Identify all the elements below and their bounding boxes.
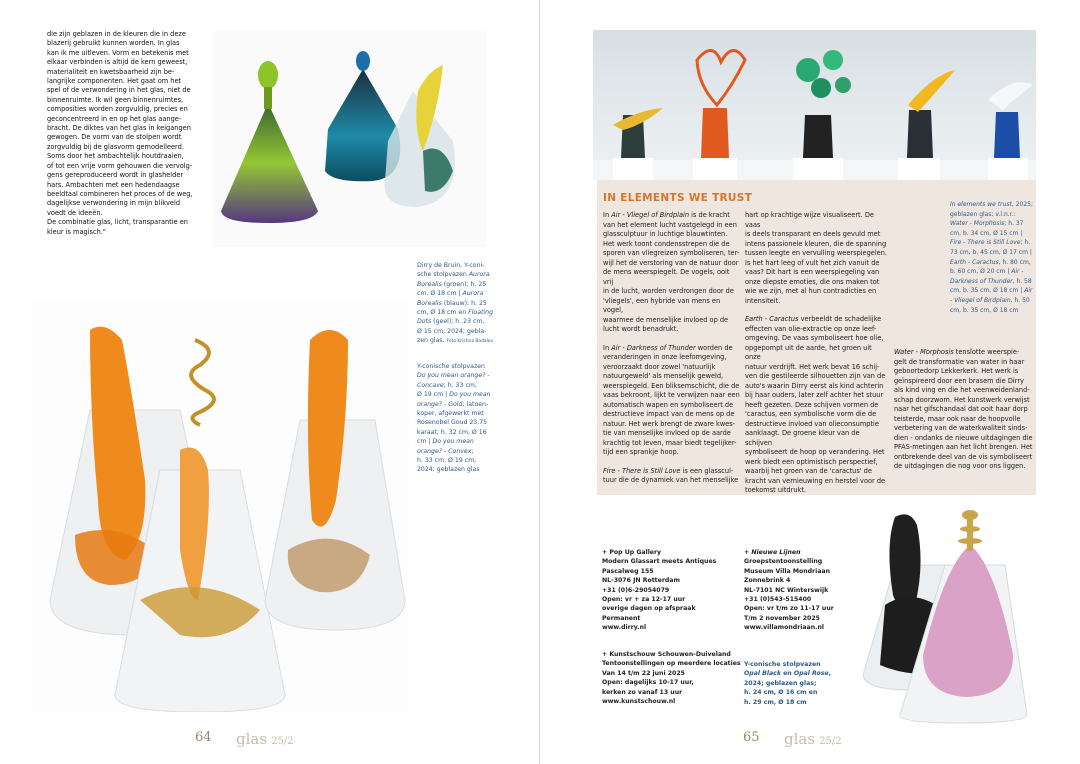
caption-text: cm, b. 34 cm, Ø 15 cm | xyxy=(950,229,1023,237)
artwork-title: Air - Vliegel of Birdplain xyxy=(611,211,690,219)
photo-do-you-mean-orange xyxy=(30,300,410,712)
caption-title: orange? - Convex xyxy=(417,447,472,455)
caption-title: Dots xyxy=(417,318,432,326)
caption-text: h. 33 cm, Ø 19 cm; xyxy=(417,457,477,465)
photo-opal-vases xyxy=(855,505,1030,725)
caption-text: cm, Ø 18 cm | xyxy=(417,290,463,298)
caption-text: Y-conische stolpvazen xyxy=(744,661,821,668)
body-text: is de kracht van het element lucht vastgelegd in een glassculptuur in luchtige blauwtinten. Het werk toont condensstrepen die de sporen van vliegreizen symboliseren, ter- wijl het de verstoring van de natuur door de mens weerspiegelt. De vogels, ooit vrij in de lucht, worden verdrongen door de 'vliegels', een hybride van mens en vogel, waarmee de menselijke invloed op de lucht wordt benadrukt. xyxy=(603,211,740,333)
issue-number: 25/2 xyxy=(819,736,842,747)
magazine-logo xyxy=(784,730,842,748)
body-text: tenslotte weerspie- gelt de transformatie van water in haar geboortedorp Lekkerkerk. Het werk is geïnspireerd door een brasem die Dirry als kind ving en die het veenweidenland- schap doorzwom. Het kunstwerk verwijst naar het gifschandaal dat ooit haar dorp teisterde, maar ook naar de hoopvolle verbetering van de waterkwaliteit sinds- dien - ondanks de nieuwe uitdagingen die PFAS-metingen aan het licht brengen. Het ontbrekende deel van de vis symboliseert de uitdagingen die nog voor ons liggen. xyxy=(894,348,1033,470)
caption-text: ; h. 33 cm, xyxy=(443,381,477,389)
caption-text: , xyxy=(828,670,831,678)
body-text: hart op krachtige wijze visualiseert. De vaas is deels transparant en deels gevuld met intens passionele kleuren, die de spanning tussen leegte en vervulling weerspiegelen. Is het hart leeg of vult het zich vanuit de vaas? Dit hart is een weerspiegeling van onze diepste emoties, die ons maken tot wie we zijn, met al hun contradicties en intensiteit. xyxy=(745,211,888,305)
caption-text: karaat; h. 32 cm, Ø 16 xyxy=(417,428,487,436)
page-number: 65 xyxy=(743,730,760,745)
caption-text: b. 60 cm, Ø 20 cm | xyxy=(950,268,1012,276)
caption-do-you-mean-orange xyxy=(417,362,497,475)
caption-text: cm, b. 35 cm, Ø 18 cm xyxy=(950,306,1019,314)
caption-title: - Vliegel of Birdplain xyxy=(950,296,1011,304)
caption-text: h. 24 cm, Ø 16 cm en xyxy=(744,689,818,697)
caption-text: Rosenobel Goud 23,75 xyxy=(417,419,488,427)
article-column-3 xyxy=(894,348,1036,481)
caption-text: Ø 15 cm; 2024; gebla- xyxy=(417,327,487,335)
logo-wordmark: glas xyxy=(236,730,268,748)
caption-title: Fire - There is Still Love xyxy=(950,239,1021,247)
caption-text: ; h. 37 xyxy=(1004,220,1024,228)
caption-text: ; latoen- xyxy=(462,400,489,408)
body-text: worden de veranderingen in onze leefomgeving, veroorzaakt door zowel 'natuurlijk natuurgeweld' als menselijk geweld, weerspiegeld. Een bliksemschicht, die de vaas bekroont, lijkt te verwijzen naar een automatisch wapen en symboliseert de destructieve impact van de mens op de natuur. Het werk brengt de zware kwes- tie van menselijke invloed op de aarde krachtig tot leven, maar biedt tegelijker- tijd een sprankje hoop. xyxy=(603,343,740,456)
caption-text: , h. 80 cm, xyxy=(998,258,1031,266)
caption-text: sche stolpvazen xyxy=(417,271,469,279)
caption-title: orange? - Gold xyxy=(417,400,463,408)
caption-text: (groen); h. 25 xyxy=(441,280,487,288)
exhibition-details: Groepstentoonstelling Museum Villa Mondriaan Zonnebrink 4 NL-7101 NC Winterswijk +31 (0)543-515400 Open: vr t/m zo 11-17 uur T/m 2 november 2025 www.villamondriaan.nl xyxy=(744,558,834,632)
artwork-title: Earth - Caractus xyxy=(745,315,799,323)
caption-text: h. 29 cm, Ø 18 cm xyxy=(744,698,807,706)
body-text: In xyxy=(603,211,612,219)
caption-text: koper, afgewerkt met xyxy=(417,410,484,418)
caption-title: Air - xyxy=(1011,268,1024,276)
caption-text: geblazen glas; v.l.n.r.: xyxy=(950,210,1016,218)
opal-vases-illustration xyxy=(855,505,1030,725)
artwork-title: Fire - There is Still Love xyxy=(603,466,681,475)
issue-number: 25/2 xyxy=(271,736,294,747)
exhibition-title: + Nieuwe Lijnen xyxy=(744,549,801,556)
caption-title: Air xyxy=(1024,287,1033,295)
article-heading: IN ELEMENTS WE TRUST xyxy=(603,192,753,204)
caption-title: Aurora xyxy=(462,290,484,298)
caption-text: Ø 19 cm | xyxy=(417,391,450,399)
article-column-2 xyxy=(745,211,887,505)
caption-title: Borealis xyxy=(417,280,442,288)
caption-text: Dirry de Bruin, Y-coni- xyxy=(417,262,485,269)
body-text: is een glasscul- tuur die de dynamiek van het menselijke xyxy=(603,466,739,484)
caption-text: ; xyxy=(471,447,474,455)
caption-text: , h. 50 xyxy=(1010,296,1030,304)
artwork-title: Water - Morphosis xyxy=(894,348,954,356)
right-page xyxy=(540,0,1080,764)
caption-text: 2024; geblazen glas xyxy=(417,466,480,474)
caption-title: Aurora xyxy=(468,271,490,279)
caption-text: cm, b. 35 cm, Ø 18 cm | xyxy=(950,287,1025,295)
caption-title: Do you mean orange? - xyxy=(417,372,490,380)
caption-title: Concave xyxy=(417,381,444,389)
logo-wordmark: glas xyxy=(784,730,816,748)
caption-text: zen glas. xyxy=(417,337,447,345)
caption-title: Do you mean xyxy=(449,391,491,399)
body-text: In xyxy=(603,343,612,352)
photo-credit: Foto Kristina Badalov xyxy=(446,339,494,345)
caption-title: Opal Rose xyxy=(793,670,829,678)
caption-title: In elements we trust xyxy=(950,201,1012,208)
photo-in-elements-we-trust xyxy=(593,30,1036,180)
artwork-title: Air - Darkness of Thunder xyxy=(611,343,696,352)
caption-title: Borealis xyxy=(417,299,442,307)
caption-title: Darkness of Thunder xyxy=(950,277,1013,285)
caption-text: 2024; geblazen glas; xyxy=(744,679,817,687)
aurora-borealis-illustration xyxy=(213,31,486,247)
photo-aurora-borealis xyxy=(213,31,486,247)
caption-text: cm, Ø 18 cm en xyxy=(417,309,469,317)
caption-text: en xyxy=(780,670,794,678)
caption-text: , h. 58 xyxy=(1012,277,1032,285)
orange-vases-illustration xyxy=(30,300,410,712)
caption-text: (blauw); h. 25 xyxy=(441,299,487,307)
caption-opal-vases xyxy=(744,660,854,707)
caption-title: Opal Black xyxy=(744,670,781,678)
caption-text: (geel); h. 23 cm, xyxy=(431,318,485,326)
caption-title: Water - Morphosis xyxy=(950,220,1005,228)
page-number: 64 xyxy=(195,730,212,745)
caption-text: cm | xyxy=(417,438,433,446)
caption-text: , 2025; xyxy=(1011,201,1033,208)
magazine-logo xyxy=(236,730,294,748)
info-kunstschouw: + Kunstschouw Schouwen-Duiveland Tentoonstellingen op meerdere locaties Van 14 t/m 22 juni 2025 Open: dagelijks 10-17 uur, kerken zo vanaf 13 uur www.kunstschouw.nl xyxy=(602,651,741,706)
body-text: verbeeldt de schadelijke effecten van olie-extractie op onze leef- omgeving. De vaas symboliseert hoe olie, opgepompt uit de aarde, het groen uit onze natuur verdrijft. Het werk bevat 16 schij- ven die gestileerde silhouetten zijn van de auto's waarin Dirry eerst als kind achterin bij haar ouders, later zelf achter het stuur heeft gezeten. Deze schijven vormen de 'caractus, een symbolische vorm die de destructieve invloed van olieconsumptie aanklaagt. De groene kleur van de schijven symboliseert de hoop op verandering. Het werk biedt een optimistisch perspectief, waarbij het groen van de 'caractus' de kracht van vernieuwing en herstel voor de toekomst uitdrukt. xyxy=(745,315,886,494)
caption-in-elements-we-trust xyxy=(950,200,1036,315)
caption-text: Y-conische stolpvazen xyxy=(417,363,485,370)
intro-text: die zijn geblazen in de kleuren die in deze blazerij gebruikt kunnen worden. In glas kan ik me uitleven. Vorm en betekenis met elkaar verbinden is altijd de kern geweest, materialiteit en kwetsbaarheid zijn be- langrijke componenten. Het gaat om het spel of de verwondering in het glas, niet de binnenruimte. Ik wil geen binnenruimtes, composities worden zorgvuldig, precies en geconcentreerd in en op het glas aange- bracht. De diktes van het glas in keigangen gewogen. De vorm van de stolpen wordt zorgvuldig bij de glasvorm gemodelleerd. Soms door het ambachtelijk houtdraaien, of tot een vrije vorm gehouwen die vervolg- gens gereproduceerd wordt in glashelder hars. Ambachten met een hedendaagse beeldtaal combineren het proces of de weg, dagelijkse verwondering in mijn blikveld voedt de ideeën. De combinatie glas, licht, transparantie en kleur is magisch." xyxy=(47,30,193,236)
caption-aurora-borealis xyxy=(417,261,497,347)
caption-title: Earth - Caractus xyxy=(950,258,999,266)
five-vases-illustration xyxy=(593,30,1036,180)
caption-text: ; h. xyxy=(1020,239,1031,247)
caption-text: 73 cm, b. 45 cm, Ø 17 cm | xyxy=(950,248,1032,256)
caption-title: Floating xyxy=(468,309,493,317)
caption-title: Do you mean xyxy=(432,438,474,446)
info-pop-up-gallery: + Pop Up Gallery Modern Glassart meets Antiques Pascalweg 155 NL-3076 JN Rotterdam +31 (0)6-29054079 Open: vr + za 12-17 uur overige dagen op afspraak Permanent www.dirry.nl xyxy=(602,549,717,632)
article-column-1 xyxy=(603,211,741,495)
